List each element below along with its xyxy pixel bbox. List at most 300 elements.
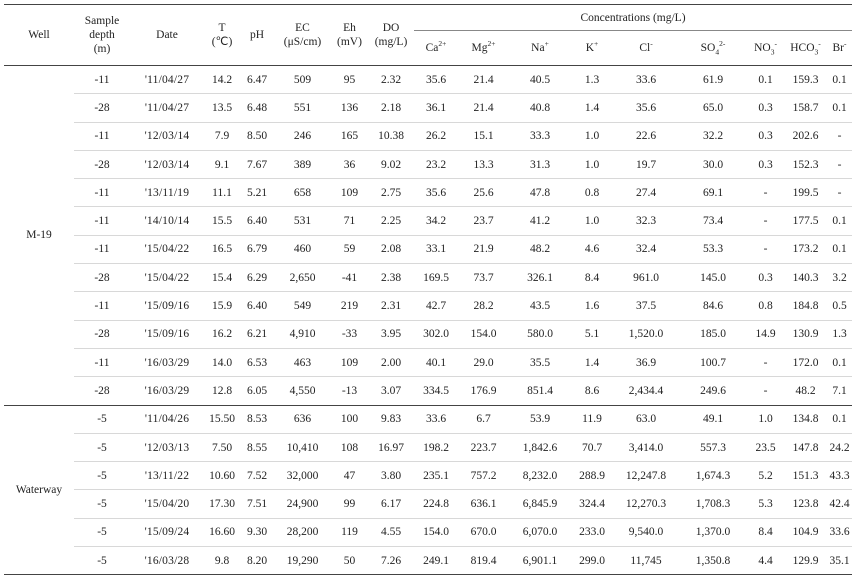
eh-cell: -41 — [331, 264, 368, 292]
header-well: Well — [4, 5, 74, 66]
ec-cell: 509 — [274, 66, 331, 94]
date-cell: '16/03/29 — [130, 348, 204, 376]
temperature-cell: 13.5 — [204, 94, 240, 122]
br-cell: 0.1 — [827, 66, 852, 94]
eh-cell: 165 — [331, 122, 368, 150]
ca-cell: 224.8 — [414, 490, 458, 518]
mg-cell: 28.2 — [458, 292, 509, 320]
temperature-cell: 11.1 — [204, 179, 240, 207]
header-ph: pH — [240, 5, 274, 66]
ec-cell: 32,000 — [274, 462, 331, 490]
header-temperature: T (℃) — [204, 5, 240, 66]
na-cell: 8,232.0 — [509, 462, 571, 490]
ph-cell: 7.67 — [240, 150, 274, 178]
ec-cell: 531 — [274, 207, 331, 235]
date-cell: '16/03/29 — [130, 377, 204, 405]
sample-depth-cell: -5 — [74, 490, 130, 518]
k-cell: 5.1 — [571, 320, 613, 348]
br-cell: 24.2 — [827, 433, 852, 461]
hco3-cell: 48.2 — [784, 377, 827, 405]
sample-depth-cell: -28 — [74, 320, 130, 348]
table-row — [4, 320, 852, 348]
cl-cell: 9,540.0 — [613, 518, 679, 546]
hco3-cell: 134.8 — [784, 405, 827, 433]
date-cell: '15/09/16 — [130, 292, 204, 320]
water-quality-table — [4, 4, 852, 575]
k-cell: 1.4 — [571, 348, 613, 376]
so4-cell: 49.1 — [679, 405, 747, 433]
so4-cell: 185.0 — [679, 320, 747, 348]
ec-cell: 4,910 — [274, 320, 331, 348]
cl-cell: 32.4 — [613, 235, 679, 263]
eh-cell: 136 — [331, 94, 368, 122]
ec-cell: 28,200 — [274, 518, 331, 546]
do-cell: 3.07 — [368, 377, 414, 405]
header-so4: $SO_4^{2-}$ — [679, 31, 747, 66]
cl-cell: 2,434.4 — [613, 377, 679, 405]
temperature-cell: 16.2 — [204, 320, 240, 348]
hco3-cell: 173.2 — [784, 235, 827, 263]
date-cell: '13/11/22 — [130, 462, 204, 490]
hco3-cell: 104.9 — [784, 518, 827, 546]
br-cell: 1.3 — [827, 320, 852, 348]
do-cell: 2.32 — [368, 66, 414, 94]
ca-cell: 33.6 — [414, 405, 458, 433]
ph-cell: 6.40 — [240, 292, 274, 320]
date-cell: '12/03/14 — [130, 150, 204, 178]
ca-cell: 334.5 — [414, 377, 458, 405]
ec-cell: 389 — [274, 150, 331, 178]
k-cell: 8.4 — [571, 264, 613, 292]
no3-cell: 0.8 — [747, 292, 784, 320]
sample-depth-cell: -5 — [74, 518, 130, 546]
table-row — [4, 433, 852, 461]
so4-cell: 1,350.8 — [679, 547, 747, 575]
no3-cell: - — [747, 377, 784, 405]
ec-cell: 463 — [274, 348, 331, 376]
sample-depth-cell: -11 — [74, 292, 130, 320]
na-cell: 48.2 — [509, 235, 571, 263]
ec-cell: 460 — [274, 235, 331, 263]
date-cell: '14/10/14 — [130, 207, 204, 235]
mg-cell: 15.1 — [458, 122, 509, 150]
no3-cell: 0.1 — [747, 66, 784, 94]
na-cell: 40.8 — [509, 94, 571, 122]
date-cell: '16/03/28 — [130, 547, 204, 575]
sample-depth-cell: -11 — [74, 122, 130, 150]
hco3-cell: 172.0 — [784, 348, 827, 376]
header-mg: $Mg^{2+}$ — [458, 31, 509, 66]
ca-cell: 35.6 — [414, 66, 458, 94]
br-cell: 43.3 — [827, 462, 852, 490]
na-cell: 6,901.1 — [509, 547, 571, 575]
hco3-cell: 123.8 — [784, 490, 827, 518]
ph-cell: 6.40 — [240, 207, 274, 235]
sample-depth-cell: -28 — [74, 377, 130, 405]
do-cell: 3.95 — [368, 320, 414, 348]
cl-cell: 19.7 — [613, 150, 679, 178]
no3-cell: - — [747, 235, 784, 263]
k-cell: 324.4 — [571, 490, 613, 518]
hco3-cell: 158.7 — [784, 94, 827, 122]
sample-depth-cell: -11 — [74, 179, 130, 207]
so4-cell: 1,370.0 — [679, 518, 747, 546]
no3-cell: 8.4 — [747, 518, 784, 546]
date-cell: '15/04/22 — [130, 264, 204, 292]
eh-cell: 100 — [331, 405, 368, 433]
br-cell: 42.4 — [827, 490, 852, 518]
k-cell: 1.6 — [571, 292, 613, 320]
hco3-cell: 152.3 — [784, 150, 827, 178]
mg-cell: 6.7 — [458, 405, 509, 433]
header-na: Na+ — [509, 31, 571, 66]
na-cell: 326.1 — [509, 264, 571, 292]
ph-cell: 8.53 — [240, 405, 274, 433]
sample-depth-cell: -11 — [74, 207, 130, 235]
hco3-cell: 199.5 — [784, 179, 827, 207]
br-cell: 0.5 — [827, 292, 852, 320]
do-cell: 3.80 — [368, 462, 414, 490]
mg-cell: 636.1 — [458, 490, 509, 518]
header-no3: $NO_3^-$ — [747, 31, 784, 66]
ec-cell: 636 — [274, 405, 331, 433]
k-cell: 299.0 — [571, 547, 613, 575]
eh-cell: 99 — [331, 490, 368, 518]
ca-cell: 198.2 — [414, 433, 458, 461]
do-cell: 2.08 — [368, 235, 414, 263]
na-cell: 1,842.6 — [509, 433, 571, 461]
so4-cell: 1,708.3 — [679, 490, 747, 518]
ec-cell: 658 — [274, 179, 331, 207]
ec-cell: 549 — [274, 292, 331, 320]
sample-depth-cell: -11 — [74, 348, 130, 376]
mg-cell: 21.4 — [458, 94, 509, 122]
ph-cell: 9.30 — [240, 518, 274, 546]
hco3-cell: 159.3 — [784, 66, 827, 94]
hco3-cell: 202.6 — [784, 122, 827, 150]
do-cell: 2.00 — [368, 348, 414, 376]
table-row — [4, 462, 852, 490]
header-date: Date — [130, 5, 204, 66]
eh-cell: 95 — [331, 66, 368, 94]
sample-depth-cell: -28 — [74, 150, 130, 178]
ca-cell: 42.7 — [414, 292, 458, 320]
ph-cell: 6.47 — [240, 66, 274, 94]
do-cell: 4.55 — [368, 518, 414, 546]
header-concentrations: Concentrations (mg/L) — [414, 5, 852, 31]
no3-cell: 0.3 — [747, 264, 784, 292]
so4-cell: 61.9 — [679, 66, 747, 94]
sample-depth-cell: -11 — [74, 66, 130, 94]
eh-cell: 59 — [331, 235, 368, 263]
header-ec: EC (μS/cm) — [274, 5, 331, 66]
eh-cell: 108 — [331, 433, 368, 461]
ca-cell: 35.6 — [414, 179, 458, 207]
ph-cell: 6.79 — [240, 235, 274, 263]
mg-cell: 29.0 — [458, 348, 509, 376]
hco3-cell: 177.5 — [784, 207, 827, 235]
na-cell: 41.2 — [509, 207, 571, 235]
sample-depth-cell: -28 — [74, 264, 130, 292]
ph-cell: 7.51 — [240, 490, 274, 518]
mg-cell: 23.7 — [458, 207, 509, 235]
cl-cell: 32.3 — [613, 207, 679, 235]
table-row — [4, 405, 852, 433]
so4-cell: 100.7 — [679, 348, 747, 376]
hco3-cell: 130.9 — [784, 320, 827, 348]
cl-cell: 11,745 — [613, 547, 679, 575]
mg-cell: 176.9 — [458, 377, 509, 405]
eh-cell: 109 — [331, 179, 368, 207]
na-cell: 6,845.9 — [509, 490, 571, 518]
ca-cell: 302.0 — [414, 320, 458, 348]
mg-cell: 21.4 — [458, 66, 509, 94]
mg-cell: 757.2 — [458, 462, 509, 490]
eh-cell: 71 — [331, 207, 368, 235]
k-cell: 70.7 — [571, 433, 613, 461]
hco3-cell: 151.3 — [784, 462, 827, 490]
so4-cell: 65.0 — [679, 94, 747, 122]
header-eh: Eh (mV) — [331, 5, 368, 66]
ca-cell: 36.1 — [414, 94, 458, 122]
na-cell: 580.0 — [509, 320, 571, 348]
temperature-cell: 16.60 — [204, 518, 240, 546]
eh-cell: -13 — [331, 377, 368, 405]
do-cell: 9.02 — [368, 150, 414, 178]
do-cell: 6.17 — [368, 490, 414, 518]
do-cell: 2.31 — [368, 292, 414, 320]
table-row — [4, 94, 852, 122]
ca-cell: 23.2 — [414, 150, 458, 178]
mg-cell: 73.7 — [458, 264, 509, 292]
header-cl: Cl- — [613, 31, 679, 66]
ph-cell: 6.53 — [240, 348, 274, 376]
sample-depth-cell: -5 — [74, 433, 130, 461]
hco3-cell: 129.9 — [784, 547, 827, 575]
no3-cell: 5.3 — [747, 490, 784, 518]
br-cell: 0.1 — [827, 235, 852, 263]
table-row — [4, 490, 852, 518]
ph-cell: 8.20 — [240, 547, 274, 575]
date-cell: '15/04/20 — [130, 490, 204, 518]
header-hco3: $HCO_3^-$ — [784, 31, 827, 66]
ec-cell: 4,550 — [274, 377, 331, 405]
no3-cell: 4.4 — [747, 547, 784, 575]
na-cell: 40.5 — [509, 66, 571, 94]
ca-cell: 40.1 — [414, 348, 458, 376]
k-cell: 1.0 — [571, 122, 613, 150]
na-cell: 31.3 — [509, 150, 571, 178]
date-cell: '13/11/19 — [130, 179, 204, 207]
temperature-cell: 7.50 — [204, 433, 240, 461]
cl-cell: 22.6 — [613, 122, 679, 150]
no3-cell: 23.5 — [747, 433, 784, 461]
ph-cell: 6.05 — [240, 377, 274, 405]
temperature-cell: 9.8 — [204, 547, 240, 575]
date-cell: '15/04/22 — [130, 235, 204, 263]
mg-cell: 670.0 — [458, 518, 509, 546]
ec-cell: 24,900 — [274, 490, 331, 518]
br-cell: 0.1 — [827, 207, 852, 235]
table-row — [4, 207, 852, 235]
br-cell: 3.2 — [827, 264, 852, 292]
k-cell: 1.0 — [571, 150, 613, 178]
mg-cell: 21.9 — [458, 235, 509, 263]
eh-cell: 36 — [331, 150, 368, 178]
no3-cell: 5.2 — [747, 462, 784, 490]
so4-cell: 84.6 — [679, 292, 747, 320]
table-row — [4, 179, 852, 207]
sample-depth-cell: -5 — [74, 462, 130, 490]
temperature-cell: 12.8 — [204, 377, 240, 405]
k-cell: 4.6 — [571, 235, 613, 263]
ca-cell: 235.1 — [414, 462, 458, 490]
so4-cell: 249.6 — [679, 377, 747, 405]
k-cell: 288.9 — [571, 462, 613, 490]
br-cell: 0.1 — [827, 348, 852, 376]
temperature-cell: 9.1 — [204, 150, 240, 178]
na-cell: 6,070.0 — [509, 518, 571, 546]
date-cell: '15/09/16 — [130, 320, 204, 348]
ph-cell: 8.50 — [240, 122, 274, 150]
br-cell: 7.1 — [827, 377, 852, 405]
mg-cell: 223.7 — [458, 433, 509, 461]
temperature-cell: 14.0 — [204, 348, 240, 376]
table-row — [4, 66, 852, 94]
no3-cell: - — [747, 179, 784, 207]
ec-cell: 246 — [274, 122, 331, 150]
table-row — [4, 264, 852, 292]
well-name-cell: M-19 — [4, 66, 74, 406]
so4-cell: 557.3 — [679, 433, 747, 461]
header-do: DO (mg/L) — [368, 5, 414, 66]
do-cell: 10.38 — [368, 122, 414, 150]
na-cell: 33.3 — [509, 122, 571, 150]
so4-cell: 32.2 — [679, 122, 747, 150]
do-cell: 2.25 — [368, 207, 414, 235]
so4-cell: 69.1 — [679, 179, 747, 207]
k-cell: 233.0 — [571, 518, 613, 546]
so4-cell: 30.0 — [679, 150, 747, 178]
table-row — [4, 377, 852, 405]
no3-cell: 1.0 — [747, 405, 784, 433]
eh-cell: 119 — [331, 518, 368, 546]
date-cell: '11/04/27 — [130, 94, 204, 122]
sample-depth-cell: -11 — [74, 235, 130, 263]
temperature-cell: 10.60 — [204, 462, 240, 490]
do-cell: 2.38 — [368, 264, 414, 292]
date-cell: '15/09/24 — [130, 518, 204, 546]
ca-cell: 33.1 — [414, 235, 458, 263]
temperature-cell: 17.30 — [204, 490, 240, 518]
header-ca: $Ca^{2+}$ — [414, 31, 458, 66]
k-cell: 1.3 — [571, 66, 613, 94]
table-row — [4, 292, 852, 320]
header-br: Br- — [827, 31, 852, 66]
ec-cell: 19,290 — [274, 547, 331, 575]
temperature-cell: 15.5 — [204, 207, 240, 235]
cl-cell: 12,247.8 — [613, 462, 679, 490]
ph-cell: 6.48 — [240, 94, 274, 122]
k-cell: 1.0 — [571, 207, 613, 235]
na-cell: 35.5 — [509, 348, 571, 376]
br-cell: 35.1 — [827, 547, 852, 575]
br-cell: 33.6 — [827, 518, 852, 546]
no3-cell: - — [747, 348, 784, 376]
header-sample-depth: Sample depth (m) — [74, 5, 130, 66]
date-cell: '11/04/27 — [130, 66, 204, 94]
hco3-cell: 184.8 — [784, 292, 827, 320]
mg-cell: 819.4 — [458, 547, 509, 575]
data-table-container — [4, 4, 852, 575]
ph-cell: 5.21 — [240, 179, 274, 207]
table-body — [4, 66, 852, 575]
eh-cell: 219 — [331, 292, 368, 320]
k-cell: 1.4 — [571, 94, 613, 122]
temperature-cell: 15.4 — [204, 264, 240, 292]
no3-cell: - — [747, 207, 784, 235]
ph-cell: 6.21 — [240, 320, 274, 348]
cl-cell: 36.9 — [613, 348, 679, 376]
date-cell: '11/04/26 — [130, 405, 204, 433]
mg-cell: 154.0 — [458, 320, 509, 348]
ph-cell: 6.29 — [240, 264, 274, 292]
sample-depth-cell: -5 — [74, 547, 130, 575]
ca-cell: 26.2 — [414, 122, 458, 150]
so4-cell: 73.4 — [679, 207, 747, 235]
cl-cell: 35.6 — [613, 94, 679, 122]
mg-cell: 25.6 — [458, 179, 509, 207]
cl-cell: 27.4 — [613, 179, 679, 207]
table-row — [4, 150, 852, 178]
hco3-cell: 147.8 — [784, 433, 827, 461]
k-cell: 8.6 — [571, 377, 613, 405]
ca-cell: 249.1 — [414, 547, 458, 575]
so4-cell: 145.0 — [679, 264, 747, 292]
temperature-cell: 15.9 — [204, 292, 240, 320]
so4-cell: 53.3 — [679, 235, 747, 263]
eh-cell: 109 — [331, 348, 368, 376]
do-cell: 7.26 — [368, 547, 414, 575]
na-cell: 47.8 — [509, 179, 571, 207]
cl-cell: 37.5 — [613, 292, 679, 320]
na-cell: 851.4 — [509, 377, 571, 405]
table-row — [4, 235, 852, 263]
br-cell: - — [827, 179, 852, 207]
header-k: K+ — [571, 31, 613, 66]
na-cell: 53.9 — [509, 405, 571, 433]
date-cell: '12/03/14 — [130, 122, 204, 150]
eh-cell: 50 — [331, 547, 368, 575]
k-cell: 11.9 — [571, 405, 613, 433]
ph-cell: 8.55 — [240, 433, 274, 461]
br-cell: 0.1 — [827, 405, 852, 433]
sample-depth-cell: -5 — [74, 405, 130, 433]
ec-cell: 10,410 — [274, 433, 331, 461]
na-cell: 43.5 — [509, 292, 571, 320]
cl-cell: 63.0 — [613, 405, 679, 433]
well-name-cell: Waterway — [4, 405, 74, 575]
sample-depth-cell: -28 — [74, 94, 130, 122]
do-cell: 9.83 — [368, 405, 414, 433]
table-row — [4, 518, 852, 546]
table-row — [4, 122, 852, 150]
cl-cell: 33.6 — [613, 66, 679, 94]
mg-cell: 13.3 — [458, 150, 509, 178]
do-cell: 16.97 — [368, 433, 414, 461]
temperature-cell: 15.50 — [204, 405, 240, 433]
cl-cell: 12,270.3 — [613, 490, 679, 518]
